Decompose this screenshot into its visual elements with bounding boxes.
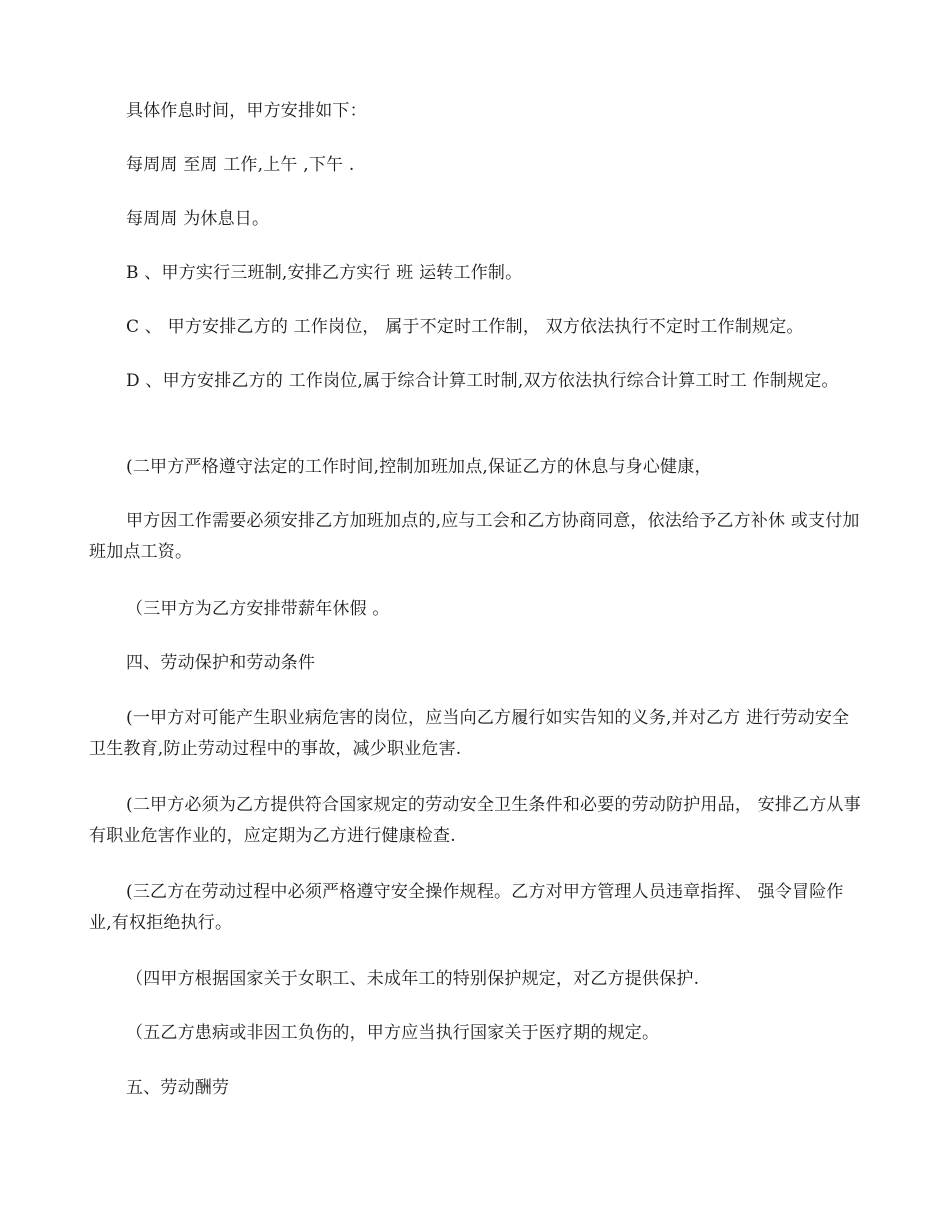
section-heading-4: 四、劳动保护和劳动条件 [126, 653, 316, 673]
section-heading-5: 五、劳动酬劳 [126, 1078, 230, 1098]
paragraph-option-b: B 、甲方实行三班制,安排乙方实行 班 运转工作制。 [126, 263, 523, 283]
paragraph-clause-2-hours: (二甲方严格遵守法定的工作时间,控制加班加点,保证乙方的休息与身心健康， [126, 457, 712, 477]
paragraph-overtime: 甲方因工作需要必须安排乙方加班加点的,应与工会和乙方协商同意，依法给予乙方补休 或支付加班加点工资。 [89, 511, 860, 562]
paragraph-protection-3: (三乙方在劳动过程中必须严格遵守安全操作规程。乙方对甲方管理人员违章指挥、 强令冒险作业,有权拒绝执行。 [89, 882, 844, 933]
paragraph-option-d: D 、甲方安排乙方的 工作岗位,属于综合计算工时制,双方依法执行综合计算工时工 作制规定。 [126, 371, 839, 391]
paragraph-protection-5: （五乙方患病或非因工负伤的，甲方应当执行国家关于医疗期的规定。 [126, 1023, 660, 1043]
paragraph-work-schedule-intro: 具体作息时间，甲方安排如下： [126, 101, 367, 121]
paragraph-weekly-hours: 每周周 至周 工作,上午 ,下午 . [126, 155, 355, 175]
paragraph-clause-3-leave: （三甲方为乙方安排带薪年休假 。 [126, 599, 390, 619]
paragraph-protection-2: (二甲方必须为乙方提供符合国家规定的劳动安全卫生条件和必要的劳动防护用品， 安排乙方从事有职业危害作业的，应定期为乙方进行健康检查. [89, 795, 861, 846]
paragraph-option-c: C 、 甲方安排乙方的 工作岗位， 属于不定时工作制， 双方依法执行不定时工作制规定。 [126, 317, 804, 337]
paragraph-protection-1: (一甲方对可能产生职业病危害的岗位，应当向乙方履行如实告知的义务,并对乙方 进行劳动安全卫生教育,防止劳动过程中的事故，减少职业危害. [89, 708, 850, 759]
paragraph-protection-4: （四甲方根据国家关于女职工、未成年工的特别保护规定，对乙方提供保护. [126, 969, 700, 989]
paragraph-rest-day: 每周周 为休息日。 [126, 209, 270, 229]
